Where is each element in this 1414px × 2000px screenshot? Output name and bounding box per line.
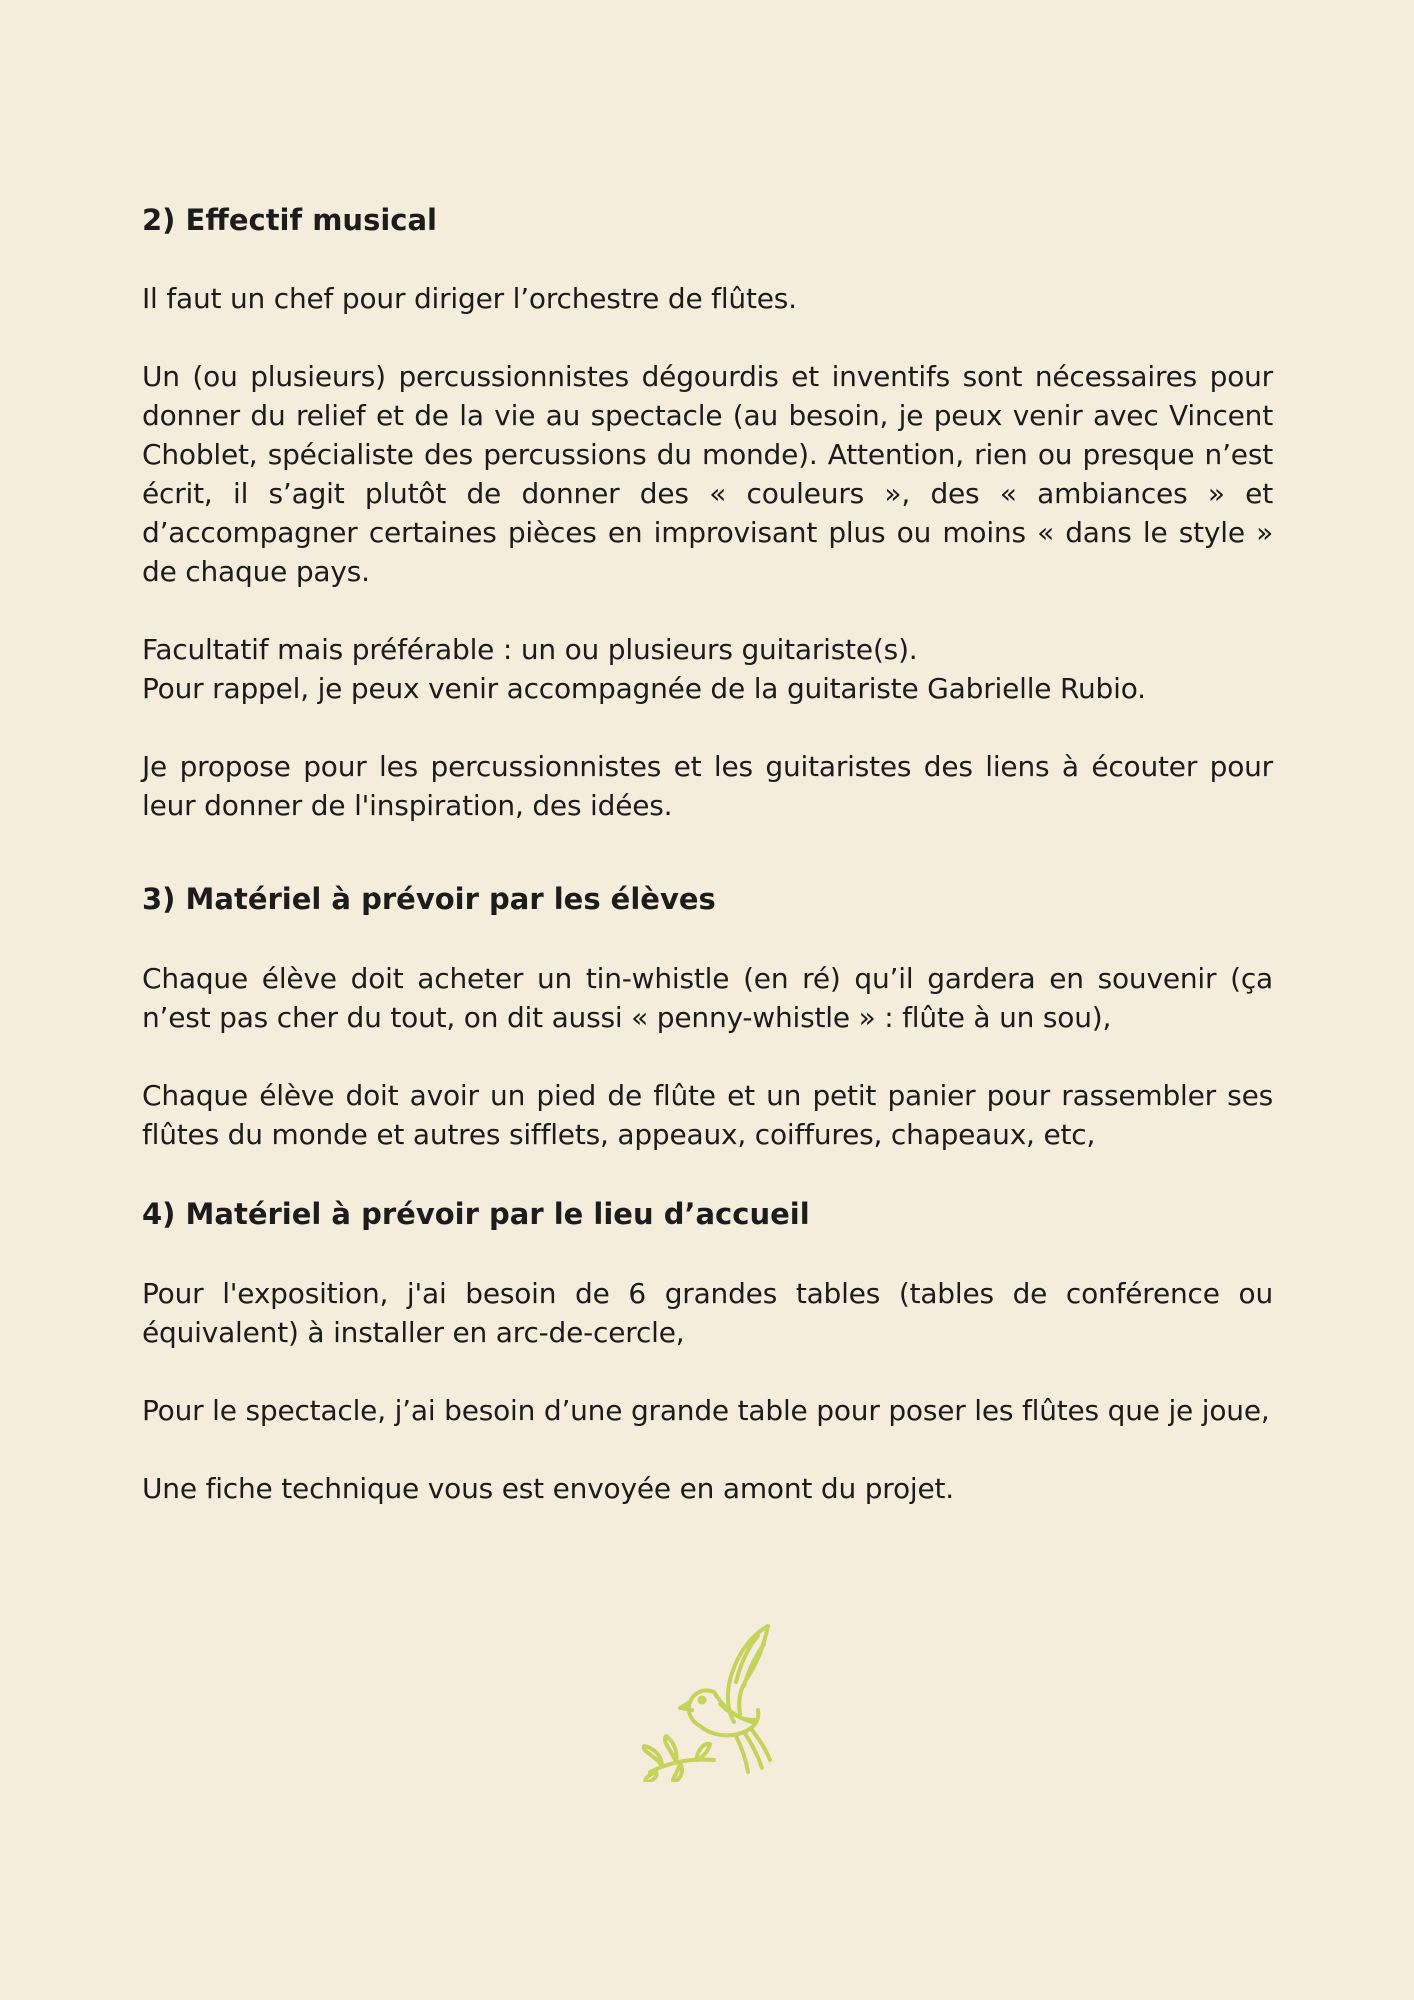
paragraph-guitaristes-line-2: Pour rappel, je peux venir accompagnée de la guitariste Gabrielle Rubio. (142, 672, 1146, 705)
paragraph-percussionnistes: Un (ou plusieurs) percussionnistes dégourdis et inventifs sont nécessaires pour donner du relief et de la vie au spectacle (au besoin, je peux venir avec Vincent Choblet, spécialiste des percussions du monde). Attention, rien ou presque n’est écrit, il s’agit plutôt de donner des « couleurs », des « ambiances » et d’accompagner certaines pièces en improvisant plus ou moins « dans le style » de chaque pays. (142, 360, 1273, 588)
paragraph-liens: Je propose pour les percussionnistes et les guitaristes des liens à écouter pour leur donner de l'inspiration, des idées. (142, 750, 1273, 822)
section-heading-materiel-lieu: 4) Matériel à prévoir par le lieu d’accueil (142, 1197, 810, 1231)
paragraph-fiche-technique: Une fiche technique vous est envoyée en amont du projet. (142, 1472, 954, 1505)
paragraph-spectacle: Pour le spectacle, j’ai besoin d’une grande table pour poser les flûtes que je joue, (142, 1394, 1270, 1427)
paragraph-tin-whistle: Chaque élève doit acheter un tin-whistle (en ré) qu’il gardera en souvenir (ça n’est pas cher du tout, on dit aussi « penny-whistle » : flûte à un sou), (142, 962, 1273, 1034)
paragraph-exposition: Pour l'exposition, j'ai besoin de 6 grandes tables (tables de conférence ou équivalent) à installer en arc-de-cercle, (142, 1277, 1273, 1349)
document-body (142, 200, 1273, 1508)
dove-with-olive-branch-icon (640, 1622, 772, 1782)
paragraph-guitaristes (142, 630, 1273, 708)
section-heading-materiel-eleves: 3) Matériel à prévoir par les élèves (142, 882, 716, 916)
paragraph-chef: Il faut un chef pour diriger l’orchestre de flûtes. (142, 282, 797, 315)
section-heading-effectif-musical: 2) Effectif musical (142, 203, 437, 237)
paragraph-guitaristes-line-1: Facultatif mais préférable : un ou plusieurs guitariste(s). (142, 633, 918, 666)
paragraph-pied-de-flute: Chaque élève doit avoir un pied de flûte et un petit panier pour rassembler ses flûtes du monde et autres sifflets, appeaux, coiffures, chapeaux, etc, (142, 1079, 1273, 1151)
